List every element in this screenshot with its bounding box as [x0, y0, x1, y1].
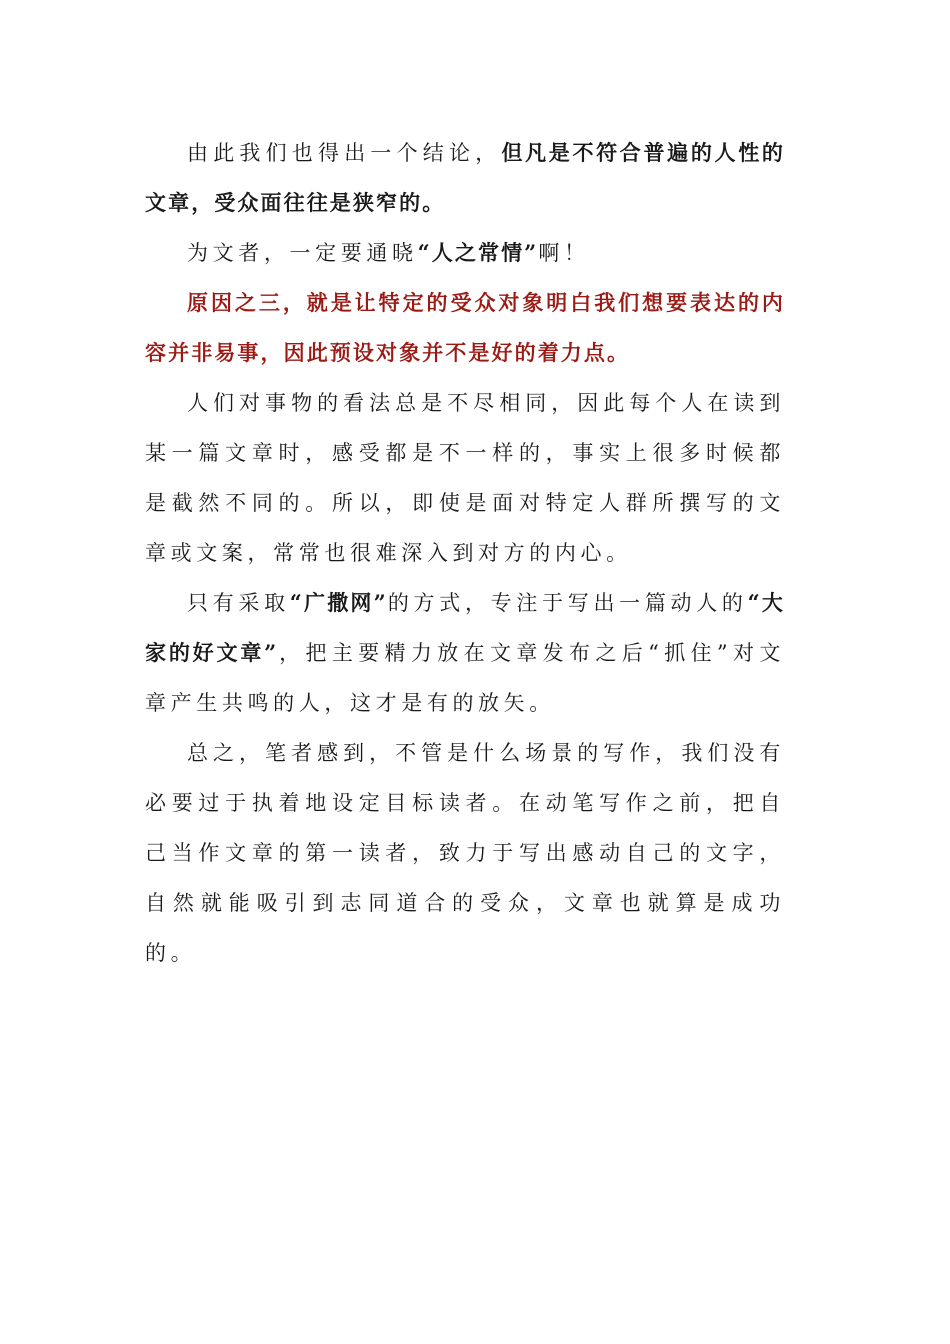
wide-net-emphasis: “广撒网” — [289, 590, 388, 615]
paragraph-summary: 总之，笔者感到，不管是什么场景的写作，我们没有必要过于执着地设定目标读者。在动笔写作之前，把自己当作文章的第一读者，致力于写出感动自己的文字，自然就能吸引到志同道合的受众，文章也就算是成功的。 — [145, 741, 785, 965]
paragraph-reason-three: 原因之三，就是让特定的受众对象明白我们想要表达的内容并非易事，因此预设对象并不是好的着力点。 — [145, 290, 785, 365]
wide-net-lead: 只有采取 — [187, 591, 290, 615]
paragraph-human-nature — [145, 228, 785, 278]
human-nature-tail: 啊！ — [538, 241, 590, 265]
paragraph-wide-net — [145, 578, 785, 728]
paragraph-conclusion — [145, 128, 785, 228]
paragraph-different-views: 人们对事物的看法总是不尽相同，因此每个人在读到某一篇文章时，感受都是不一样的，事实上很多时候都是截然不同的。所以，即使是面对特定人群所撰写的文章或文案，常常也很难深入到对方的内心。 — [145, 391, 785, 565]
wide-net-tail: ，把主要精力放在文章发布之后“抓住”对文章产生共鸣的人，这才是有的放矢。 — [145, 641, 785, 715]
document-page — [145, 128, 785, 978]
human-nature-emphasis: “人之常情” — [417, 240, 539, 265]
good-article-emphasis: “大家的好文章” — [145, 590, 785, 665]
human-nature-lead: 为文者，一定要通晓 — [187, 241, 418, 265]
conclusion-lead: 由此我们也得出一个结论， — [187, 141, 502, 165]
wide-net-middle: 的方式，专注于写出一篇动人的 — [387, 591, 748, 615]
conclusion-emphasis: 但凡是不符合普遍的人性的文章，受众面往往是狭窄的。 — [145, 140, 785, 215]
